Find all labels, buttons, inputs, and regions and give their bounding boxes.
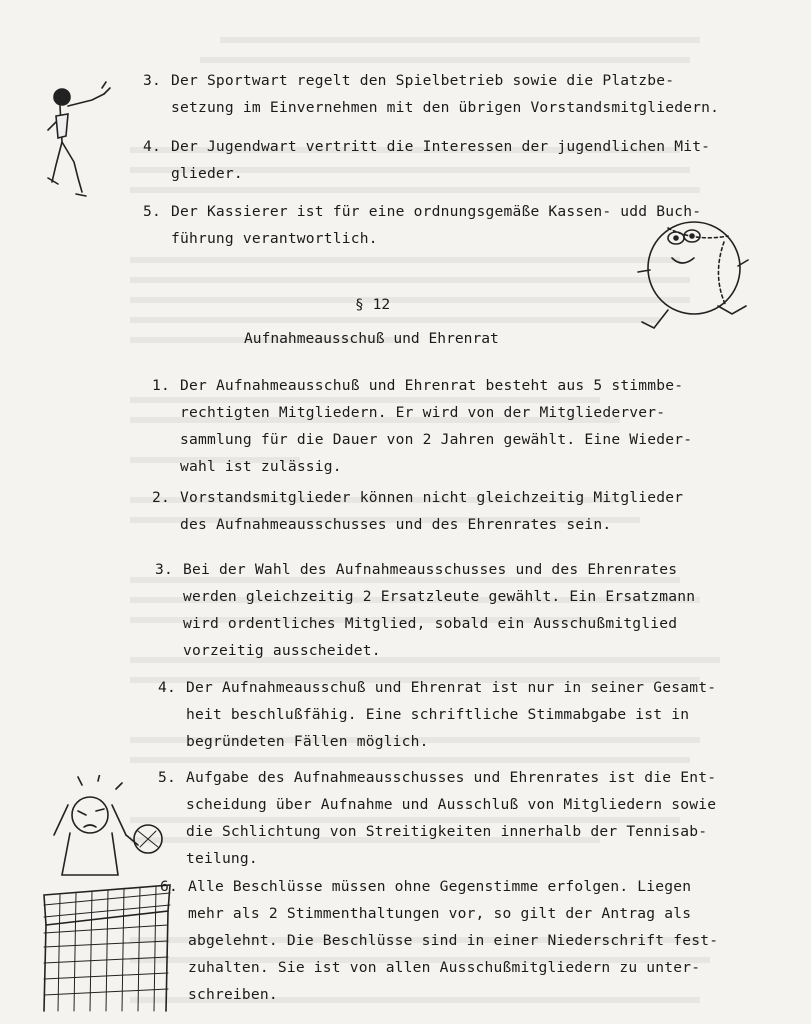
section-title: Aufnahmeausschuß und Ehrenrat [244, 330, 499, 347]
item-line: Bei der Wahl des Aufnahmeausschusses und des Ehrenrates [183, 561, 678, 578]
list-item [143, 133, 710, 187]
tennis-player-serve-sketch [38, 70, 118, 200]
item-line: Vorstandsmitglieder können nicht gleichzeitig Mitglieder [180, 489, 684, 506]
item-line: Der Kassierer ist für eine ordnungsgemäße Kassen- udd Buch- [171, 203, 702, 220]
item-line: Der Jugendwart vertritt die Interessen der jugendlichen Mit- [171, 138, 711, 155]
item-line: teilung. [186, 850, 258, 867]
item-line: abgelehnt. Die Beschlüsse sind in einer Niederschrift fest- [188, 932, 719, 949]
list-item [152, 484, 683, 538]
item-line: Der Aufnahmeausschuß und Ehrenrat besteht aus 5 stimmbe- [180, 377, 684, 394]
list-item [158, 764, 716, 872]
item-line: rechtigten Mitgliedern. Er wird von der Mitgliederver- [180, 404, 666, 421]
item-line: Der Aufnahmeausschuß und Ehrenrat ist nur in seiner Gesamt- [186, 679, 717, 696]
item-number: 4. [158, 679, 176, 696]
list-item [152, 372, 692, 480]
item-line: Aufgabe des Aufnahmeausschusses und Ehrenrates ist die Ent- [186, 769, 717, 786]
item-line: schreiben. [188, 986, 278, 1003]
item-line: scheidung über Aufnahme und Ausschluß von Mitgliedern sowie [186, 796, 717, 813]
item-line: heit beschlußfähig. Eine schriftliche Stimmabgabe ist in [186, 706, 690, 723]
list-item [160, 873, 718, 1008]
item-number: 1. [152, 377, 170, 394]
item-line: Der Sportwart regelt den Spielbetrieb sowie die Platzbe- [171, 72, 675, 89]
frustrated-player-sketch [40, 775, 175, 1015]
item-line: begründeten Fällen möglich. [186, 733, 429, 750]
item-number: 5. [158, 769, 176, 786]
item-line: des Aufnahmeausschusses und des Ehrenrates sein. [180, 516, 612, 533]
item-line: zuhalten. Sie ist von allen Ausschußmitgliedern zu unter- [188, 959, 701, 976]
item-line: die Schlichtung von Streitigkeiten innerhalb der Tennisab- [186, 823, 708, 840]
list-item [158, 674, 716, 755]
item-line: sammlung für die Dauer von 2 Jahren gewählt. Eine Wieder- [180, 431, 693, 448]
item-number: 6. [160, 878, 178, 895]
item-line: mehr als 2 Stimmenthaltungen vor, so gilt der Antrag als [188, 905, 692, 922]
list-item [143, 67, 719, 121]
item-number: 3. [155, 561, 173, 578]
item-number: 4. [143, 138, 161, 155]
item-line: setzung im Einvernehmen mit den übrigen Vorstandsmitgliedern. [171, 99, 720, 116]
section-number: § 12 [355, 296, 391, 313]
item-line: vorzeitig ausscheidet. [183, 642, 381, 659]
item-number: 3. [143, 72, 161, 89]
item-line: wird ordentliches Mitglied, sobald ein Ausschußmitglied [183, 615, 678, 632]
item-line: Alle Beschlüsse müssen ohne Gegenstimme erfolgen. Liegen [188, 878, 692, 895]
list-item [155, 556, 695, 664]
list-item [143, 198, 701, 252]
item-line: werden gleichzeitig 2 Ersatzleute gewählt. Ein Ersatzmann [183, 588, 696, 605]
item-line: glieder. [171, 165, 243, 182]
item-line: führung verantwortlich. [171, 230, 378, 247]
item-number: 5. [143, 203, 161, 220]
item-line: wahl ist zulässig. [180, 458, 342, 475]
item-number: 2. [152, 489, 170, 506]
